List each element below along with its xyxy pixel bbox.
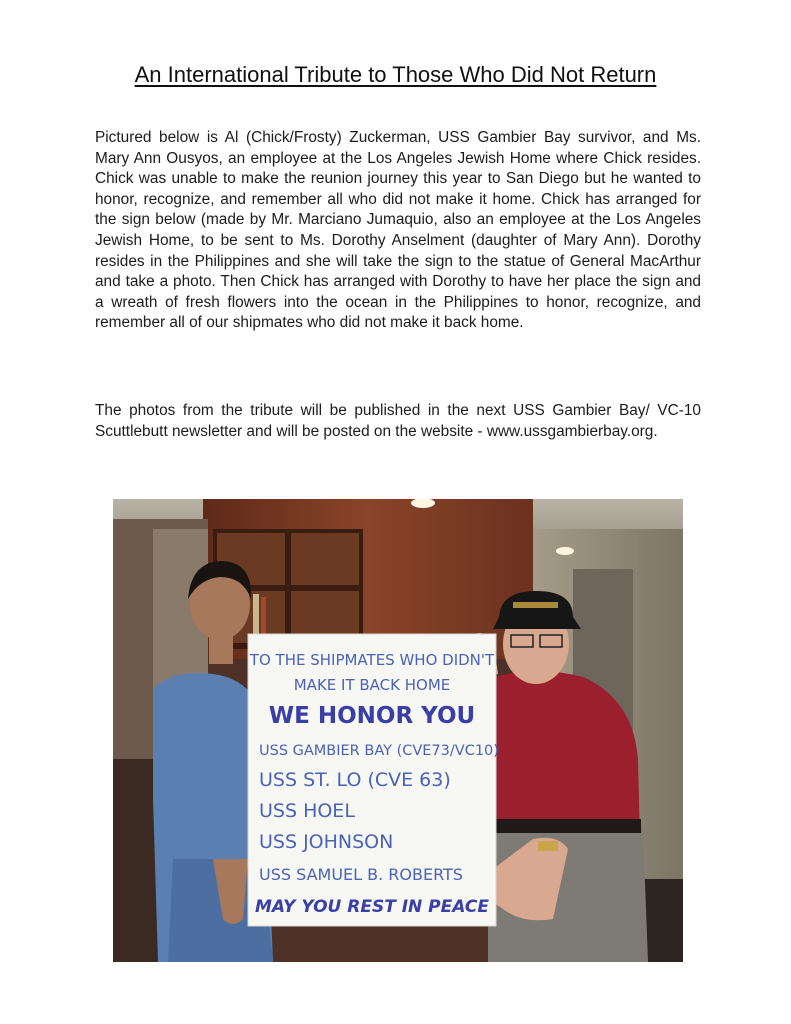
sign-ship-1: USS GAMBIER BAY (CVE73/VC10)	[259, 743, 499, 759]
book	[253, 594, 259, 634]
tribute-photo	[113, 499, 683, 962]
sign-ship-3: USS HOEL	[259, 800, 355, 822]
intro-paragraph: Pictured below is Al (Chick/Frosty) Zuckerman, USS Gambier Bay survivor, and Ms. Mary Ann Ousyos, an employee at the Los Angeles Jewish Home where Chick resides. Chick was unable to make the reunion journey this year to San Diego but he wanted to honor, recognize, and remember all who did not make it home. Chick has arranged for the sign below (made by Mr. Marciano Jumaquio, also an employee at the Los Angeles Jewish Home, to be sent to Ms. Dorothy Anselment (daughter of Mary Ann). Dorothy resides in the Philippines and she will take the sign to the statue of General MacArthur and take a photo. Then Chick has arranged with Dorothy to have her place the sign and a wreath of fresh flowers into the ocean in the Philippines to honor, recognize, and remember all of our shipmates who did not make it back home.	[95, 129, 701, 332]
sign-ship-2: USS ST. LO (CVE 63)	[259, 769, 451, 791]
shelf-cubby	[291, 533, 359, 585]
sign-ship-4: USS JOHNSON	[259, 831, 394, 853]
cap-emblem	[513, 602, 558, 608]
man-belt	[491, 819, 641, 833]
newsletter-paragraph: The photos from the tribute will be published in the next USS Gambier Bay/ VC-10 Scuttlebutt newsletter and will be posted on the website - www.ussgambierbay.org.	[95, 402, 701, 440]
sign-line-2: MAKE IT BACK HOME	[293, 676, 451, 694]
sign-heading: WE HONOR YOU	[268, 703, 476, 729]
woman-neck	[209, 634, 233, 664]
sign-closing: MAY YOU REST IN PEACE	[255, 897, 489, 917]
sign-line-1: TO THE SHIPMATES WHO DIDN'T	[249, 651, 495, 669]
ceiling-light	[556, 547, 574, 555]
tribute-sign	[248, 634, 499, 926]
book	[261, 597, 266, 634]
sign-ship-5: USS SAMUEL B. ROBERTS	[259, 865, 463, 884]
photo-illustration	[113, 499, 683, 962]
document-title: An International Tribute to Those Who Did Not Return	[134, 62, 657, 87]
wristwatch	[538, 841, 558, 851]
